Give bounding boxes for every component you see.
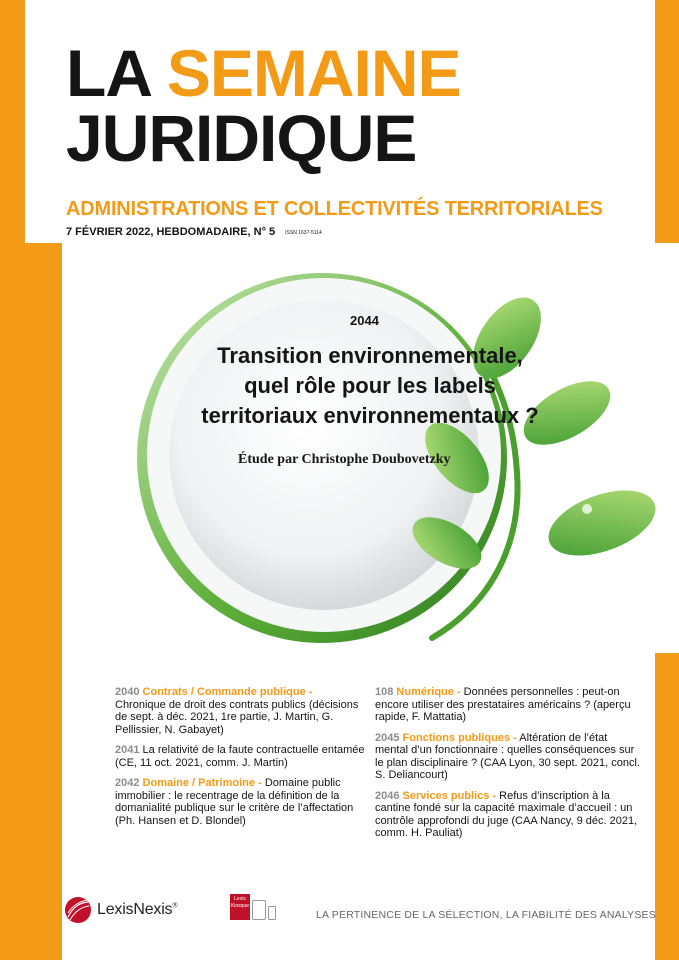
feature-number: 2044: [350, 313, 379, 328]
feature-title-line: territoriaux environnementaux ?: [201, 403, 539, 428]
summary-entry: [375, 686, 640, 724]
entry-text: La relativité de la faute contractuelle entamée (CE, 11 oct. 2021, comm. J. Martin): [115, 744, 365, 769]
entry-category: Services publics -: [402, 789, 497, 802]
entry-number: 2046: [375, 789, 400, 802]
masthead-la: LA: [66, 36, 150, 110]
masthead-juridique: JURIDIQUE: [66, 101, 417, 175]
entry-number: 108: [375, 686, 394, 698]
tablet-icon: [252, 900, 266, 920]
issn: ISSN 1637-5114: [285, 230, 322, 236]
lexisnexis-wordmark: [97, 901, 177, 919]
entry-number: 2042: [115, 777, 140, 789]
lexisnexis-mark-icon: [65, 897, 91, 923]
footer-tagline: LA PERTINENCE DE LA SÉLECTION, LA FIABILITÉ DES ANALYSES: [316, 909, 656, 921]
entry-text: Refus d’inscription à la cantine fondé sur la capacité maximale d’accueil : un contrôle approfondi du juge (CAA Nancy, 9 déc. 2021, comm. H. Pauliat): [375, 789, 638, 839]
feature-title-line: Transition environnementale,: [217, 343, 523, 368]
leaf-lower-right: [540, 478, 664, 569]
summary-entry: [115, 686, 365, 736]
kiosque-label-kiosque: Kiosque: [230, 903, 250, 909]
kiosque-icon: [230, 894, 250, 920]
summary-entry: [375, 790, 640, 840]
summary-entry: [115, 744, 365, 769]
entry-number: 2045: [375, 731, 400, 744]
feature-title: [150, 341, 590, 431]
summary-entry: [115, 777, 365, 827]
journal-subtitle: ADMINISTRATIONS ET COLLECTIVITÉS TERRITORIALES: [66, 198, 603, 220]
entry-text: Domaine public immobilier : le recentrage de la définition de la domanialité publique sur le critère de l’affectation (Ph. Hansen et D. Blondel): [115, 777, 354, 827]
entry-category: Contrats / Commande publique -: [142, 686, 313, 698]
registered-mark: ®: [172, 902, 178, 910]
entry-text: Chronique de droit des contrats publics (décisions de sept. à déc. 2021, 1re partie, J. Martin, G. Pellissier, N. Gabayet): [115, 698, 359, 736]
kiosque-label-lexis: Lexis: [234, 896, 246, 902]
summary-column-right: [375, 686, 640, 848]
lexisnexis-logo[interactable]: [65, 897, 177, 923]
entry-category: Fonctions publiques -: [402, 731, 517, 744]
entry-text: Données personnelles : peut-on encore utiliser des prestataires américains ? (aperçu rapide, F. Mattatia): [375, 686, 631, 723]
masthead-semaine: SEMAINE: [166, 36, 461, 110]
entry-text: Altération de l’état mental d’un fonctionnaire : quelles conséquences sur le plan disciplinaire ? (CAA Lyon, 30 sept. 2021, concl. S. Deliancourt): [375, 731, 640, 781]
entry-number: 2040: [115, 686, 140, 698]
lexis-kiosque-badge[interactable]: [230, 894, 276, 920]
issue-info: [66, 226, 322, 238]
issue-date: 7 FÉVRIER 2022, HEBDOMADAIRE, N° 5: [66, 226, 276, 238]
phone-icon: [268, 906, 276, 920]
lexisnexis-name: LexisNexis: [97, 901, 173, 918]
entry-number: 2041: [115, 744, 140, 756]
entry-category: Domaine / Patrimoine -: [142, 777, 262, 789]
summary-column-left: [115, 686, 365, 835]
entry-category: Numérique -: [396, 686, 461, 698]
feature-illustration: [62, 243, 679, 653]
feature-title-line: quel rôle pour les labels: [244, 373, 496, 398]
masthead-line-1: [66, 36, 461, 110]
summary-entry: [375, 732, 640, 782]
feature-author: Étude par Christophe Doubovetzky: [238, 452, 451, 467]
dew-drop: [582, 504, 592, 514]
